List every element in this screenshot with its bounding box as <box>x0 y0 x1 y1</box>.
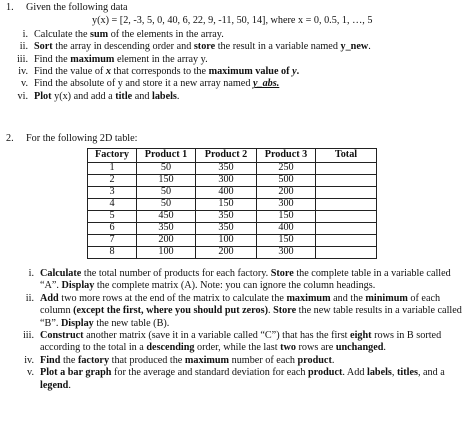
text-run: of each column <box>40 292 441 317</box>
question-2 <box>6 133 468 145</box>
table-cell <box>316 163 377 175</box>
table-cell: 150 <box>257 211 316 223</box>
table-cell: 5 <box>88 211 137 223</box>
roman-numeral: vi. <box>17 90 28 102</box>
text-run: y(x) and add a <box>51 90 116 102</box>
item-text <box>34 41 371 53</box>
header-factory: Factory <box>88 149 137 163</box>
text-run: . <box>368 41 371 53</box>
table-cell: 500 <box>257 175 316 187</box>
question-1-header <box>6 2 468 14</box>
table-cell: 2 <box>88 175 137 187</box>
roman-numeral: i. <box>28 268 34 279</box>
text-run: Calculate the <box>34 28 91 40</box>
text-run: unchanged <box>335 342 384 354</box>
table-cell <box>316 247 377 259</box>
table-cell: 6 <box>88 223 137 235</box>
text-run: descending <box>146 342 195 354</box>
text-run: product <box>308 367 343 379</box>
table-body <box>88 163 377 259</box>
item-text <box>34 91 179 103</box>
text-run: Sort <box>34 41 53 53</box>
table-cell: 300 <box>257 199 316 211</box>
text-run: . <box>383 342 386 354</box>
text-run: the complete table in a variable called “A”. <box>40 268 451 292</box>
item-text <box>40 355 334 367</box>
roman-numeral: iv. <box>18 66 28 78</box>
item-text <box>34 54 208 66</box>
roman-numeral: iii. <box>16 53 28 65</box>
text-run: x <box>105 66 111 78</box>
table-cell: 50 <box>137 163 196 175</box>
table-row <box>88 187 377 199</box>
question-title: For the following 2D table: <box>26 133 138 144</box>
text-run: . <box>176 90 180 102</box>
table-cell: 50 <box>137 187 196 199</box>
text-run: Display <box>61 280 95 292</box>
text-run: labels <box>151 90 177 102</box>
text-run: Find the <box>34 53 71 65</box>
text-run: y_abs. <box>252 78 280 90</box>
text-run: and <box>132 90 152 102</box>
table-cell <box>316 211 377 223</box>
text-run: of the elements in the array. <box>108 28 224 40</box>
item-text <box>40 268 468 293</box>
list-item <box>6 330 468 355</box>
table-cell: 100 <box>137 247 196 259</box>
text-run: Find the absolute of y and store it a new array named <box>34 78 253 90</box>
text-run: sum <box>90 28 109 40</box>
table-cell: 100 <box>196 235 257 247</box>
item-text <box>34 29 224 41</box>
text-run: title <box>115 90 133 102</box>
text-run: y_new <box>340 41 369 53</box>
formula: y(x) = [2, -3, 5, 0, 40, 6, 22, 9, -11, 50, 14], where x = 0, 0.5, 1, …, 5 <box>92 15 373 27</box>
roman-numeral: iii. <box>22 330 34 342</box>
question-number: 2. <box>6 133 14 144</box>
text-run: two <box>280 342 296 354</box>
table-row <box>88 163 377 175</box>
item-text <box>34 66 299 78</box>
text-run: Plot <box>34 90 52 102</box>
list-item <box>6 91 468 103</box>
roman-numeral: v. <box>21 78 28 90</box>
table-cell: 300 <box>196 175 257 187</box>
question-2-subitems <box>6 268 468 392</box>
table-cell: 300 <box>257 247 316 259</box>
table-cell: 50 <box>137 199 196 211</box>
roman-numeral: ii. <box>25 292 34 304</box>
table-cell: 7 <box>88 235 137 247</box>
text-run: another matrix (save it in a variable called “C”) that has the first <box>83 330 351 342</box>
text-run: for the average and standard deviation for each <box>111 367 309 379</box>
text-run: Plot a bar graph <box>40 367 112 379</box>
list-item <box>6 29 468 41</box>
table-cell: 150 <box>137 175 196 187</box>
table-cell: 350 <box>196 211 257 223</box>
text-run: . <box>68 379 71 391</box>
text-run: , and a <box>417 367 445 379</box>
list-item <box>6 355 468 367</box>
table-cell: 350 <box>196 163 257 175</box>
table-cell: 400 <box>196 187 257 199</box>
table-cell: 8 <box>88 247 137 259</box>
list-item <box>6 268 468 293</box>
table-row <box>88 235 377 247</box>
item-text <box>40 330 468 355</box>
table-cell: 200 <box>196 247 257 259</box>
question-title: Given the following data <box>26 2 128 13</box>
text-run: Construct <box>40 330 84 342</box>
text-run: that produced the <box>109 354 185 366</box>
header-product-1: Product 1 <box>137 149 196 163</box>
text-run: Display <box>60 317 94 329</box>
text-run: . <box>296 66 300 78</box>
text-run: order, while the last <box>194 342 281 354</box>
table-header-row <box>88 149 377 163</box>
roman-numeral: i. <box>22 28 28 40</box>
text-run: the array in descending order and <box>52 41 194 53</box>
text-run: and the <box>330 292 366 304</box>
text-run: Store <box>270 268 294 279</box>
text-run: the new table (B). <box>93 317 170 329</box>
table-cell <box>316 187 377 199</box>
table-cell: 450 <box>137 211 196 223</box>
item-text <box>34 78 279 90</box>
text-run: eight <box>350 330 372 342</box>
text-run: labels <box>366 367 392 379</box>
table-cell <box>316 235 377 247</box>
table-cell: 150 <box>257 235 316 247</box>
question-number: 1. <box>6 2 14 13</box>
text-run: number of each <box>229 354 298 366</box>
table-cell <box>316 223 377 235</box>
text-run: the result in a variable named <box>215 41 341 53</box>
text-run: maximum <box>184 354 230 366</box>
item-text <box>40 293 468 330</box>
header-total: Total <box>316 149 377 163</box>
list-item <box>6 66 468 78</box>
table-cell: 200 <box>257 187 316 199</box>
text-run: maximum value of <box>208 66 293 78</box>
item-text <box>40 367 468 392</box>
table-cell: 1 <box>88 163 137 175</box>
text-run: rows in B sorted according to the total in a <box>40 330 442 354</box>
text-run: , <box>391 367 397 379</box>
table-row <box>88 223 377 235</box>
text-run: Find <box>40 354 61 366</box>
text-run: that corresponds to the <box>110 66 209 78</box>
list-item <box>6 78 468 90</box>
roman-numeral: v. <box>27 367 34 379</box>
question-1-subitems <box>6 29 468 103</box>
text-run: Find the value of <box>34 66 106 78</box>
text-run: the total number of products for each factory. <box>81 268 271 279</box>
text-run: factory <box>77 354 110 366</box>
text-run: the complete matrix (A). Note: you can ignore the column headings. <box>94 280 376 292</box>
text-run: . Add <box>342 367 367 379</box>
text-run: legend <box>40 379 69 391</box>
table-cell: 350 <box>137 223 196 235</box>
text-run: minimum <box>365 292 408 304</box>
text-run: maximum <box>286 292 331 304</box>
table-cell <box>316 199 377 211</box>
question-2-header <box>6 133 468 145</box>
text-run: Store <box>273 305 297 317</box>
table-cell: 250 <box>257 163 316 175</box>
text-run: product <box>297 354 332 366</box>
roman-numeral: iv. <box>24 354 34 366</box>
text-run: the <box>60 354 78 366</box>
list-item <box>6 293 468 330</box>
list-item <box>6 54 468 66</box>
text-run: element in the array y. <box>114 53 208 65</box>
question-2-subitems-wrap <box>6 267 468 392</box>
table-cell: 4 <box>88 199 137 211</box>
table-row <box>88 199 377 211</box>
text-run: the new table results in a variable called “B”. <box>40 305 462 329</box>
text-run: maximum <box>70 53 115 65</box>
table-row <box>88 175 377 187</box>
text-run: titles <box>397 367 418 379</box>
text-run: Calculate <box>40 268 82 279</box>
roman-numeral: ii. <box>19 41 28 53</box>
table-cell: 200 <box>137 235 196 247</box>
table-row <box>88 211 377 223</box>
text-run: y <box>292 66 297 78</box>
text-run: rows are <box>295 342 336 354</box>
table-cell: 400 <box>257 223 316 235</box>
table-cell <box>316 175 377 187</box>
list-item <box>6 41 468 53</box>
table-row <box>88 247 377 259</box>
text-run: . <box>331 354 335 366</box>
header-product-3: Product 3 <box>257 149 316 163</box>
text-run: (except the first, where you should put zeros) <box>73 305 268 317</box>
text-run: Add <box>40 292 59 304</box>
question-1 <box>6 2 468 103</box>
table-cell: 3 <box>88 187 137 199</box>
factory-products-table <box>87 148 377 259</box>
text-run: store <box>193 41 216 53</box>
table-cell: 150 <box>196 199 257 211</box>
text-run: . <box>267 305 274 317</box>
text-run: two more rows at the end of the matrix to calculate the <box>58 292 287 304</box>
table-cell: 350 <box>196 223 257 235</box>
header-product-2: Product 2 <box>196 149 257 163</box>
list-item <box>6 367 468 392</box>
